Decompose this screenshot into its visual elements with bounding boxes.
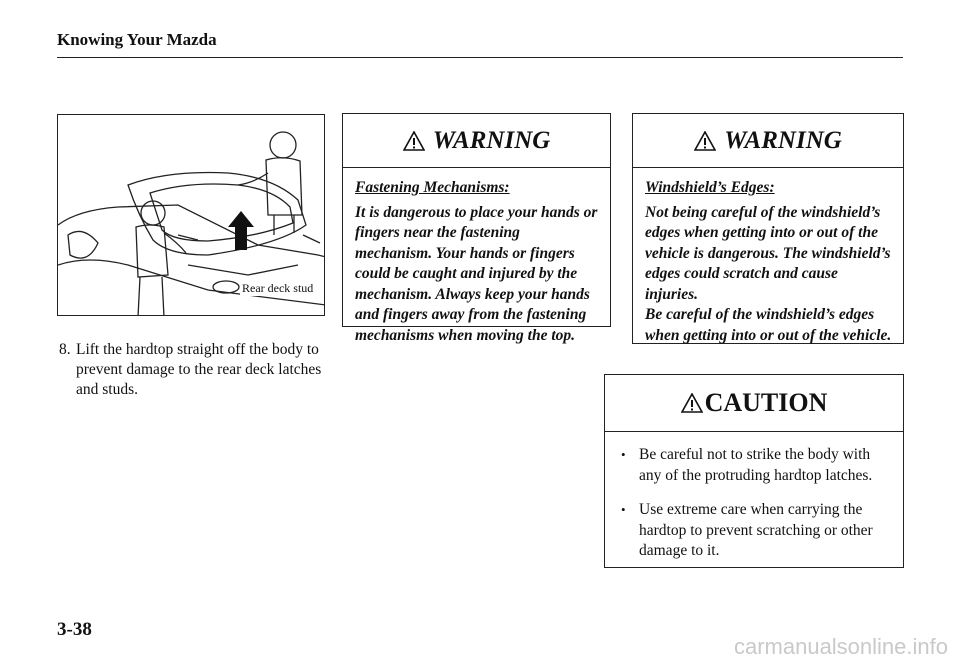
caution-item: • Use extreme care when carrying the hardtop to prevent scratching or other damage to it.: [621, 500, 891, 562]
warning-heading: [343, 114, 610, 168]
warning-text-1: Not being careful of the windshield’s edges when getting into or out of the vehicle is dangerous. The windshield’s edges could scratch and cause injuries.: [645, 203, 891, 303]
warning-title: Fastening Mechanisms:: [355, 179, 510, 196]
step-text: Lift the hardtop straight off the body to prevent damage to the rear deck latches and studs.: [76, 341, 322, 398]
warning-triangle-icon: [694, 131, 716, 151]
warning-box-fastening: [342, 113, 611, 344]
step-8: [59, 340, 329, 400]
caution-box: [604, 374, 904, 568]
page-header: Knowing Your Mazda: [57, 30, 217, 49]
caution-heading: [605, 375, 903, 432]
caution-item: • Be careful not to strike the body with any of the protruding hardtop latches.: [621, 445, 891, 486]
page-number: 3-38: [57, 619, 92, 640]
warning-body: [343, 168, 610, 356]
caution-body: [605, 432, 903, 562]
warning-heading: [633, 114, 903, 168]
hardtop-figure: [57, 114, 325, 316]
warning-body: [633, 168, 903, 356]
warning-heading-text: WARNING: [724, 126, 842, 154]
warning-triangle-icon: [403, 131, 425, 151]
warning-box-windshield: [632, 113, 904, 344]
warning-heading-text: WARNING: [432, 126, 551, 154]
step-number: 8.: [59, 341, 71, 358]
header-rule: [57, 57, 903, 58]
warning-text-2: Be careful of the windshield’s edges when getting into or out of the vehicle.: [645, 306, 892, 344]
figure-label: Rear deck stud: [242, 281, 314, 295]
watermark: carmanualsonline.info: [733, 634, 948, 659]
warning-triangle-icon: [681, 393, 703, 413]
caution-heading-text: CAUTION: [704, 388, 828, 417]
warning-title: Windshield’s Edges:: [645, 179, 775, 196]
warning-text: It is dangerous to place your hands or fingers near the fastening mechanism. Your hands or fingers could be caught and injured by the mechanism. Always keep your hands and fingers away from the fastening mechanisms when moving the top.: [355, 203, 598, 344]
